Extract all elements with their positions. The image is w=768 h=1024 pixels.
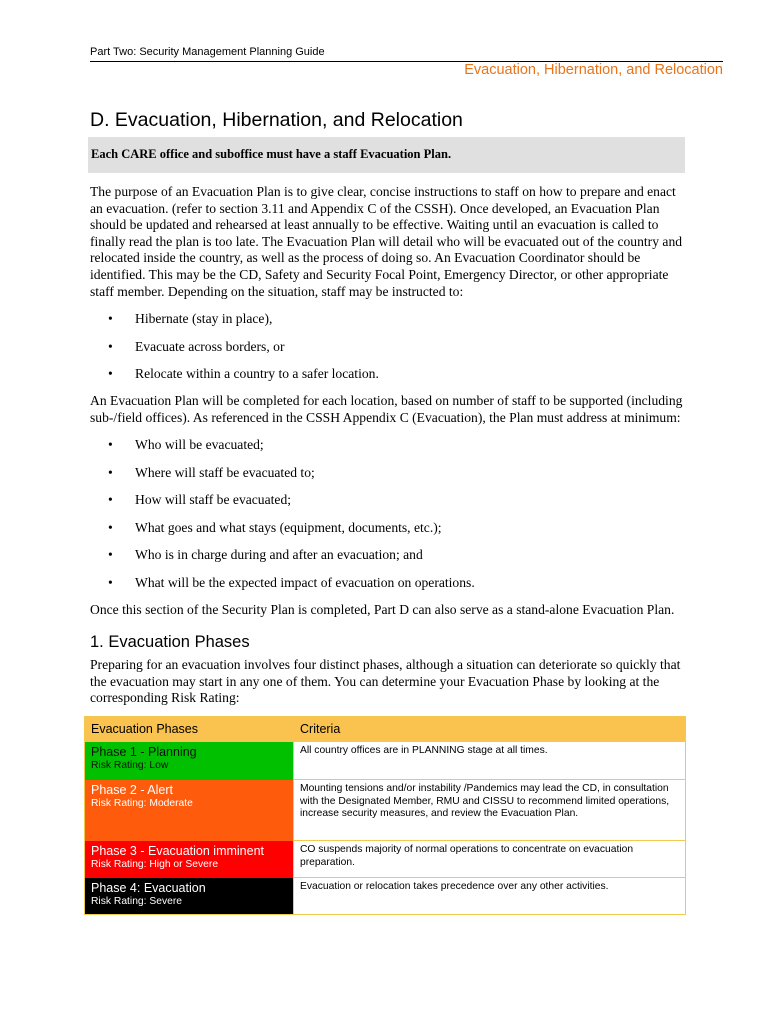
list-item: • Who will be evacuated; [108, 437, 475, 465]
risk-rating: Risk Rating: Severe [91, 895, 182, 907]
plan-paragraph: An Evacuation Plan will be completed for each location, based on number of staff to be supported (including sub-/field offices). As referenced in the CSSH Appendix C (Evacuation), the Plan must address at minimum: [90, 393, 683, 425]
phase-cell [85, 841, 294, 878]
column-header-phases: Evacuation Phases [85, 717, 294, 742]
risk-rating: Risk Rating: High or Severe [91, 858, 219, 870]
list-item: • What goes and what stays (equipment, documents, etc.); [108, 520, 475, 548]
requirements-list [108, 437, 475, 603]
phase-cell [85, 742, 294, 780]
running-header-left: Part Two: Security Management Planning Guide [90, 46, 325, 58]
standalone-paragraph: Once this section of the Security Plan is completed, Part D can also serve as a stand-alone Evacuation Plan. [90, 602, 675, 617]
page-title: D. Evacuation, Hibernation, and Relocation [90, 109, 463, 131]
instruction-list [108, 311, 379, 394]
phase-name: Phase 2 - Alert [91, 782, 173, 797]
risk-rating: Risk Rating: Moderate [91, 797, 193, 809]
criteria-cell: CO suspends majority of normal operations to concentrate on evacuation preparation. [294, 841, 686, 878]
list-item: • How will staff be evacuated; [108, 492, 475, 520]
evacuation-phases-table [84, 716, 686, 915]
list-item: • Evacuate across borders, or [108, 339, 379, 367]
phase-cell [85, 878, 294, 915]
column-header-criteria: Criteria [294, 717, 686, 742]
table-row [85, 841, 686, 878]
table-row [85, 780, 686, 841]
running-header-right: Evacuation, Hibernation, and Relocation [464, 62, 723, 78]
list-item: • Hibernate (stay in place), [108, 311, 379, 339]
table-row [85, 742, 686, 780]
phase-name: Phase 1 - Planning [91, 744, 197, 759]
list-item: • Relocate within a country to a safer location. [108, 366, 379, 394]
list-item: • Who is in charge during and after an evacuation; and [108, 547, 475, 575]
criteria-cell: Evacuation or relocation takes precedence over any other activities. [294, 878, 686, 915]
section-heading: 1. Evacuation Phases [90, 633, 250, 651]
risk-rating: Risk Rating: Low [91, 759, 169, 771]
list-item: • What will be the expected impact of evacuation on operations. [108, 575, 475, 603]
phase-name: Phase 4: Evacuation [91, 880, 206, 895]
intro-paragraph: The purpose of an Evacuation Plan is to give clear, concise instructions to staff on how to prepare and enact an evacuation. (refer to section 3.11 and Appendix C of the CSSH). Once developed, an Evacuation Plan should be updated and rehearsed at least annually to be effective. Waiting until an evacuation is called to finally read the plan is too late. The Evacuation Plan will detail who will be evacuated out of the country and relocated inside the country, as well as the process of doing so. An Evacuation Coordinator should be identified. This may be the CD, Safety and Security Focal Point, Emergency Director, or other appropriate staff member. Depending on the situation, staff may be instructed to: [90, 184, 683, 299]
criteria-cell: Mounting tensions and/or instability /Pandemics may lead the CD, in consultation with the Designated Member, RMU and CISSU to recommend limited operations, increase security measures, and review the Evacuation Plan. [294, 780, 686, 841]
phase-cell [85, 780, 294, 841]
callout-box: Each CARE office and suboffice must have a staff Evacuation Plan. [88, 137, 685, 173]
phase-name: Phase 3 - Evacuation imminent [91, 843, 265, 858]
table-header-row [85, 717, 686, 742]
list-item: • Where will staff be evacuated to; [108, 465, 475, 493]
phases-intro-paragraph: Preparing for an evacuation involves four distinct phases, although a situation can deteriorate so quickly that the evacuation may start in any one of them. You can determine your Evacuation Phase by looking at the corresponding Risk Rating: [90, 657, 681, 706]
table-row [85, 878, 686, 915]
criteria-cell: All country offices are in PLANNING stage at all times. [294, 742, 686, 780]
